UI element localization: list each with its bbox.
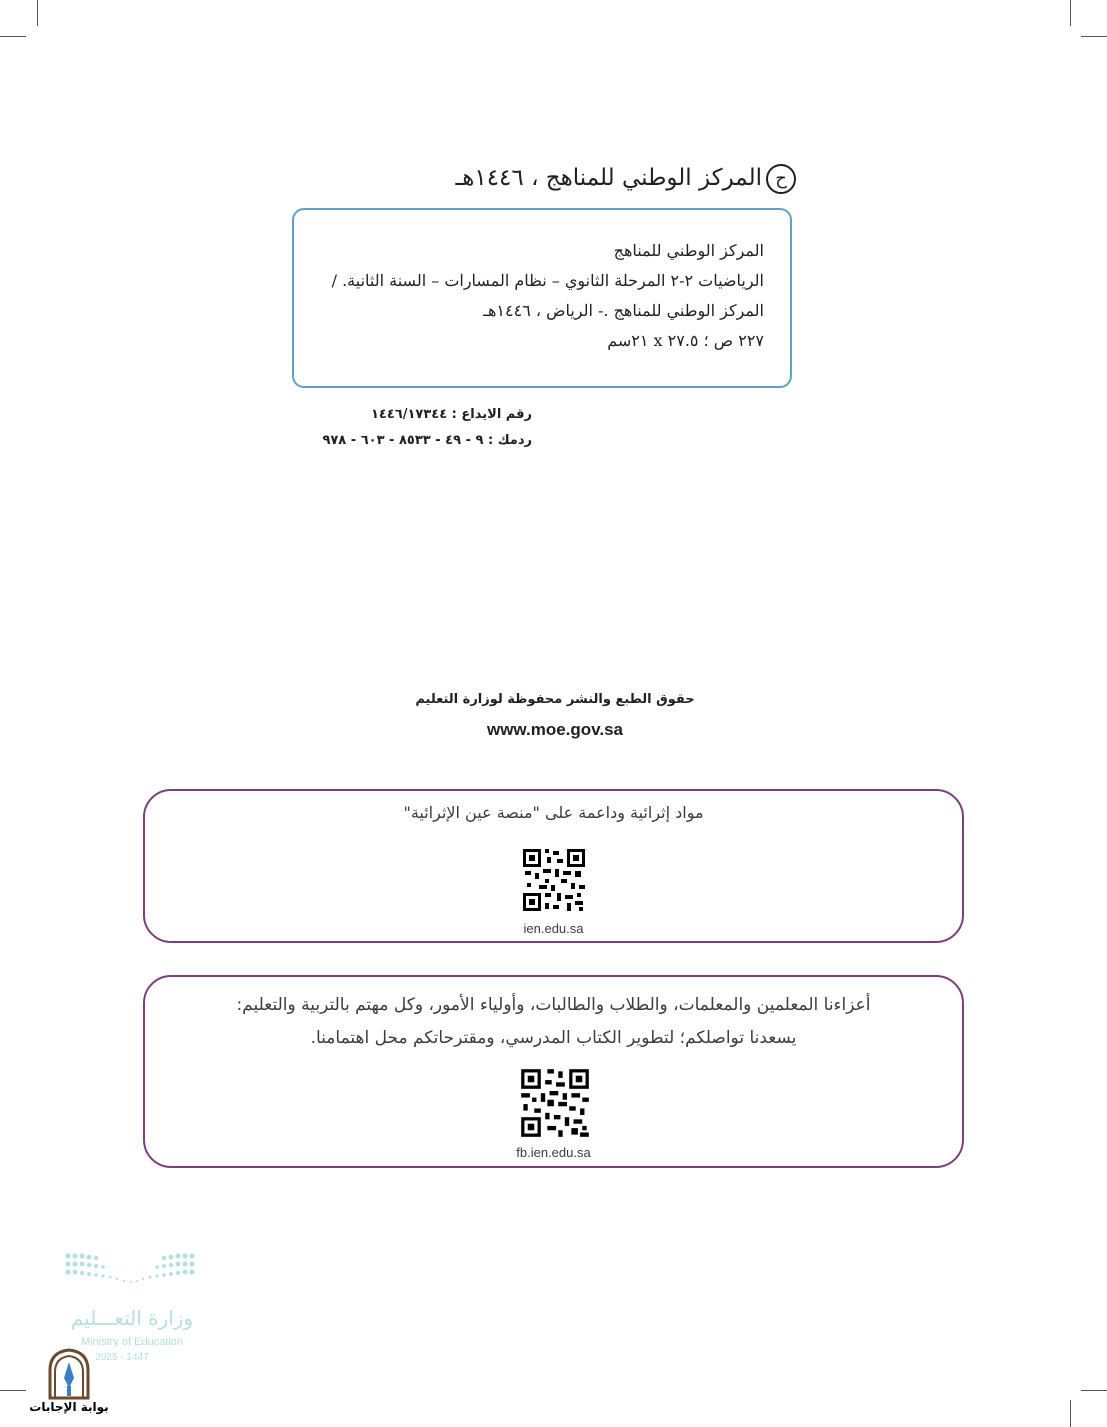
catalog-line: المركز الوطني للمناهج .- الرياض ، ١٤٤٦هـ xyxy=(483,301,764,320)
catalog-line: الرياضيات ٢-٢ المرحلة الثانوي – نظام المسارات – السنة الثانية. / xyxy=(331,271,764,290)
ministry-year: 2025 - 1447 xyxy=(95,1352,149,1363)
mosque-pen-icon xyxy=(46,1348,92,1400)
crop-mark xyxy=(1081,1390,1107,1391)
qr-caption[interactable]: fb.ien.edu.sa xyxy=(516,1145,591,1160)
qr-code-icon[interactable] xyxy=(519,1067,591,1139)
deposit-info xyxy=(300,402,532,454)
catalog-line: ٢٢٧ ص ؛ ٢٧.٥ x ٢١سم xyxy=(607,331,764,350)
deposit-number: رقم الايداع : ١٤٤٦/١٧٣٤٤ xyxy=(370,407,532,422)
crop-mark xyxy=(1070,0,1071,26)
isbn: ردمك : ٩ - ٤٩ - ٨٥٣٣ - ٦٠٣ - ٩٧٨ xyxy=(322,433,532,448)
qr-caption[interactable]: ien.edu.sa xyxy=(523,921,584,936)
catalog-lines xyxy=(304,236,764,356)
ministry-name-english: Ministry of Education xyxy=(80,1336,184,1348)
enrichment-box xyxy=(143,789,964,943)
enrichment-title: مواد إثرائية وداعمة على "منصة عين الإثرائية" xyxy=(403,803,704,822)
ministry-logo-icon xyxy=(62,1248,202,1308)
feedback-box xyxy=(143,975,964,1168)
copyright-line xyxy=(455,164,796,194)
feedback-line-2: يسعدنا تواصلكم؛ لتطوير الكتاب المدرسي، ومقترحاتكم محل اهتمامنا. xyxy=(310,1028,797,1048)
ministry-name-arabic: وزارة التعـــليم xyxy=(70,1306,194,1330)
catalog-box xyxy=(292,208,792,388)
crop-mark xyxy=(1081,36,1107,37)
portal-watermark-text: بوابة الإجابات xyxy=(29,1400,109,1414)
moe-url[interactable]: www.moe.gov.sa xyxy=(486,720,624,739)
crop-mark xyxy=(1070,1400,1071,1427)
qr-code-icon[interactable] xyxy=(521,847,587,913)
feedback-line-1: أعزاءنا المعلمين والمعلمات، والطلاب والطالبات، وأولياء الأمور، وكل مهتم بالتربية والتعليم: xyxy=(236,995,871,1015)
copyright-text: المركز الوطني للمناهج ، ١٤٤٦هـ xyxy=(455,165,762,191)
crop-mark xyxy=(0,1390,26,1391)
catalog-line: المركز الوطني للمناهج xyxy=(613,241,764,260)
crop-mark xyxy=(37,0,38,26)
rights-statement: حقوق الطبع والنشر محفوظة لوزارة التعليم xyxy=(415,692,695,707)
copyright-symbol: ح xyxy=(766,164,796,194)
crop-mark xyxy=(0,36,26,37)
